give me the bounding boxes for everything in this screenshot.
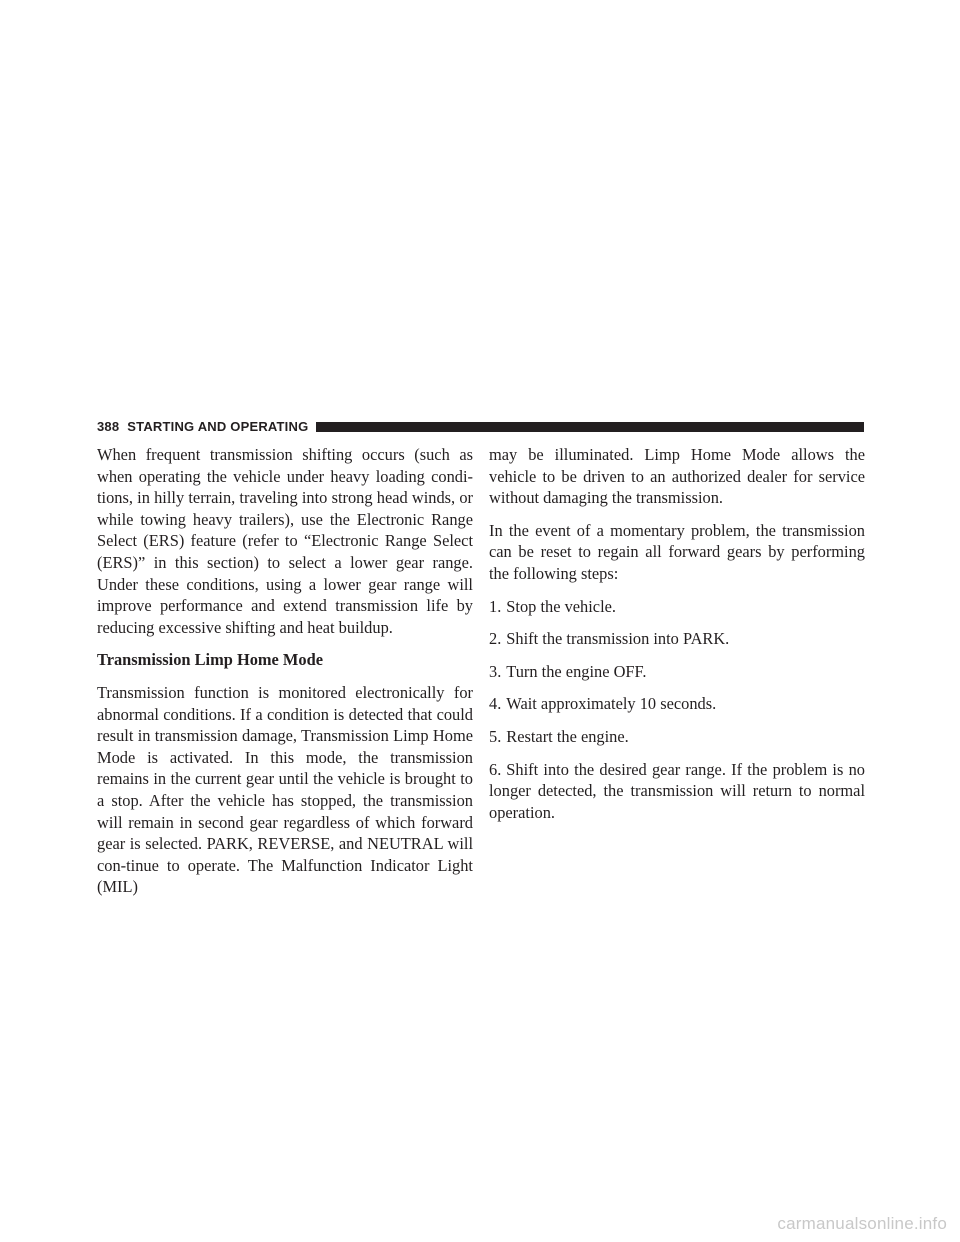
list-item: 1. Stop the vehicle.: [489, 596, 616, 616]
section-title: STARTING AND OPERATING: [127, 419, 309, 434]
page-number: 388: [97, 419, 120, 434]
watermark: carmanualsonline.info: [777, 1214, 947, 1233]
section-subheading: Transmission Limp Home Mode: [97, 650, 323, 670]
list-item: 6. Shift into the desired gear range. If the problem is no longer detected, the transmission will return to normal operation.: [489, 759, 865, 822]
body-paragraph: Transmission function is monitored electronically for abnormal conditions. If a condition is detected that could result in transmission damage, Transmission Limp Home Mode is activated. In this mode, the transmission remains in the current gear until the vehicle is brought to a stop. After the vehicle has stopped, the transmission will remain in second gear regardless of which forward gear is selected. PARK, REVERSE, and NEUTRAL will con-tinue to operate. The Malfunction Indicator Light (MIL): [97, 682, 473, 897]
body-paragraph: When frequent transmission shifting occurs (such as when operating the vehicle under heavy loading condi-tions, in hilly terrain, traveling into strong head winds, or while towing heavy trailers), use the Electronic Range Select (ERS) feature (refer to “Electronic Range Select (ERS)” in this section) to select a lower gear range. Under these conditions, using a lower gear range will improve performance and extend transmission life by reducing excessive shifting and heat buildup.: [97, 445, 473, 637]
list-item: 3. Turn the engine OFF.: [489, 661, 647, 681]
page-header: [97, 418, 864, 435]
body-paragraph: may be illuminated. Limp Home Mode allows the vehicle to be driven to an authorized dealer for service without damaging the transmission.: [489, 445, 865, 508]
list-item: 4. Wait approximately 10 seconds.: [489, 694, 717, 714]
body-paragraph: In the event of a momentary problem, the transmission can be reset to regain all forward gears by performing the following steps:: [489, 520, 865, 583]
left-column: [97, 444, 473, 898]
list-item: 2. Shift the transmission into PARK.: [489, 629, 730, 649]
list-item: 5. Restart the engine.: [489, 726, 629, 746]
reset-steps-list: [489, 596, 865, 824]
header-rule: [316, 422, 864, 432]
right-column: [489, 444, 865, 834]
